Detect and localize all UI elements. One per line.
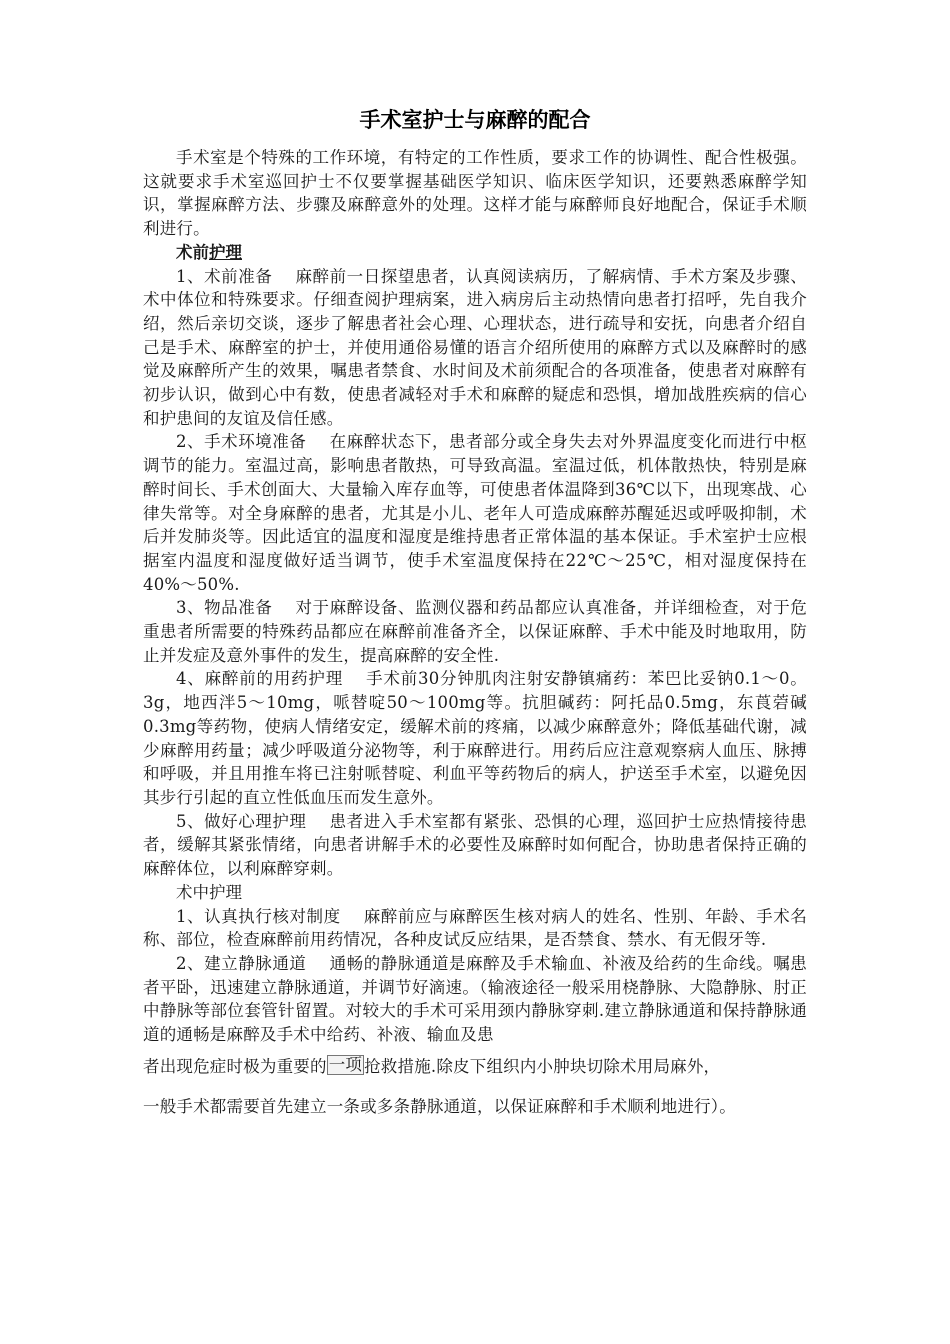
- preop-item-1: [143, 265, 807, 431]
- continuation-line-2: 一般手术都需要首先建立一条或多条静脉通道，以保证麻醉和手术顺利地进行）。: [143, 1096, 736, 1116]
- preop-item-4-text: 手术前30分钟肌肉注射安静镇痛药：苯巴比妥钠0.1～0。3g，地西泮5～10mg，哌替啶50～100mg等。抗胆碱药：阿托品0.5mg，东莨菪碱0.3mg等药物，使病人情绪安定，缓解术前的疼痛，以减少麻醉意外；降低基础代谢，减少麻醉用药量；减少呼吸道分泌物等，利于麻醉进行。用药后应注意观察病人血压、脉搏和呼吸，并且用推车将已注射哌替啶、利血平等药物后的病人，护送至手术室，以避免因其步行引起的直立性低血压而发生意外。: [143, 669, 807, 807]
- preop-item-2: [143, 430, 807, 596]
- preop-item-5-text: 患者进入手术室都有紧张、恐惧的心理，巡回护士应热情接待患者，缓解其紧张情绪，向患者讲解手术的必要性及麻醉时如何配合，协助患者保持正确的麻醉体位，以利麻醉穿刺。: [143, 811, 807, 879]
- intro-paragraph: 手术室是个特殊的工作环境，有特定的工作性质，要求工作的协调性、配合性极强。这就要求手术室巡回护士不仅要掌握基础医学知识、临床医学知识，还要熟悉麻醉学知识，掌握麻醉方法、步骤及麻醉意外的处理。这样才能与麻醉师良好地配合，保证手术顺利进行。: [143, 148, 807, 239]
- preop-item-4-label: 4、麻醉前的用药护理: [176, 669, 344, 689]
- document-page: [143, 104, 807, 1127]
- intraop-item-2-label: 2、建立静脉通道: [176, 953, 307, 973]
- intraop-item-2-text: 通畅的静脉通道是麻醉及手术输血、补液及给药的生命线。嘱患者平卧，迅速建立静脉通道，并调节好滴速。（输液途径一般采用桡静脉、大隐静脉、肘正中静脉等部位套管针留置。对较大的手术可采用颈内静脉穿刺.建立静脉通道和保持静脉通道的通畅是麻醉及手术中给药、补液、输血及患: [143, 953, 807, 1045]
- preop-item-3: [143, 596, 807, 667]
- preop-item-5-label: 5、做好心理护理: [176, 811, 307, 831]
- preop-item-1-text: 麻醉前一日探望患者，认真阅读病历，了解病情、手术方案及步骤、术中体位和特殊要求。仔细查阅护理病案，进入病房后主动热情向患者打招呼，先自我介绍，然后亲切交谈，逐步了解患者社会心理、心理状态，进行疏导和安抚，向患者介绍自己是手术、麻醉室的护士，并使用通俗易懂的语言介绍所使用的麻醉方式以及麻醉时的感觉及麻醉所产生的效果，嘱患者禁食、水时间及术前须配合的各项准备，使患者对麻醉有初步认识，做到心中有数，使患者减轻对手术和麻醉的疑虑和恐惧，增加战胜疾病的信心和护患间的友谊及信任感。: [143, 266, 808, 428]
- section-heading-preop-b: 护理: [209, 242, 242, 262]
- page-title: 手术室护士与麻醉的配合: [359, 108, 591, 132]
- section-heading-preop: [143, 241, 807, 265]
- preop-item-3-text: 对于麻醉设备、监测仪器和药品都应认真准备，并详细检查，对于危重患者所需要的特殊药品都应在麻醉前准备齐全，以保证麻醉、手术中能及时地取用，防止并发症及意外事件的发生，提高麻醉的安全性.: [143, 598, 808, 665]
- preop-item-1-label: 1、术前准备: [176, 266, 273, 286]
- preop-item-3-label: 3、物品准备: [176, 598, 273, 618]
- preop-item-4: [143, 667, 807, 809]
- preop-item-2-text: 在麻醉状态下，患者部分或全身失去对外界温度变化而进行中枢调节的能力。室温过高，影响患者散热，可导致高温。室温过低，机体散热快，特别是麻醉时间长、手术创面大、大量输入库存血等，可使患者体温降到36℃以下，出现寒战、心律失常等。对全身麻醉的患者，尤其是小儿、老年人可造成麻醉苏醒延迟或呼吸抑制，术后并发肺炎等。因此适宜的温度和湿度是维持患者正常体温的基本保证。手术室护士应根据室内温度和湿度做好适当调节，使手术室温度保持在22℃～25℃，相对湿度保持在40%～50%.: [143, 432, 807, 594]
- intraop-item-2: [143, 952, 807, 1047]
- section-heading-intraop: 术中护理: [176, 882, 242, 902]
- intraop-item-1-text: 麻醉前应与麻醉医生核对病人的姓名、性别、年龄、手术名称、部位，检查麻醉前用药情况，各种皮试反应结果，是否禁食、禁水、有无假牙等.: [143, 906, 808, 950]
- preop-item-5: [143, 810, 807, 881]
- boxed-phrase: 一项: [328, 1054, 363, 1074]
- continuation-text-b: 抢救措施.除皮下组织内小肿块切除术用局麻外，: [364, 1056, 721, 1076]
- continuation-text-a: 者出现危症时极为重要的: [143, 1056, 327, 1076]
- continuation-line-1: [143, 1047, 807, 1087]
- preop-item-2-label: 2、手术环境准备: [176, 432, 307, 452]
- section-heading-preop-a: 术前: [176, 242, 209, 262]
- intraop-item-2-continuation: [143, 1047, 807, 1127]
- intraop-item-1: [143, 905, 807, 952]
- intraop-item-1-label: 1、认真执行核对制度: [176, 906, 341, 926]
